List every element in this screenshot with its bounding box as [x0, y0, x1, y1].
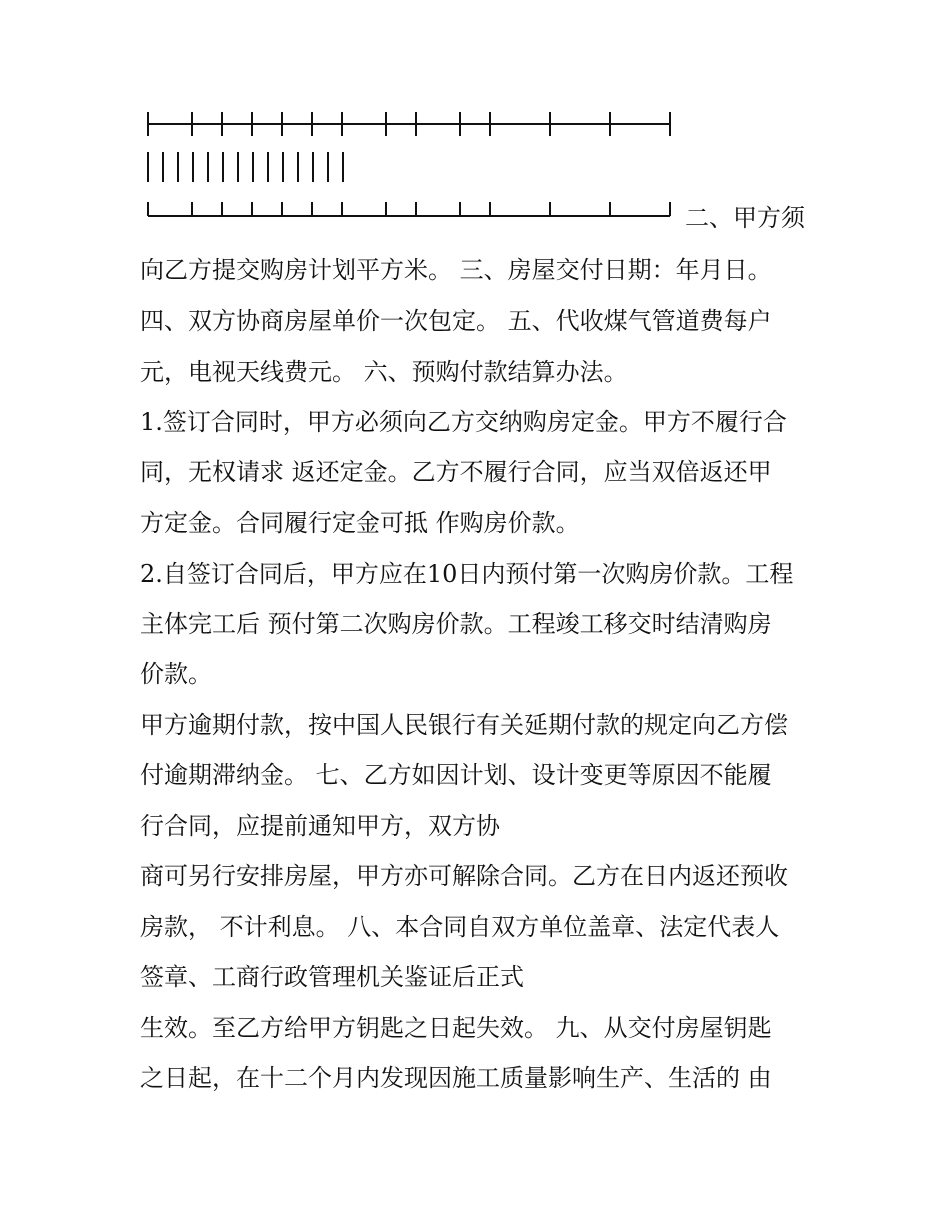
text-line-4: 元，电视天线费元。 六、预购付款结算办法。 [140, 358, 628, 386]
text-line-17: 生效。至乙方给甲方钥匙之日起失效。 九、从交付房屋钥匙 [140, 1014, 772, 1042]
ascii-table-art [140, 108, 680, 224]
text-line-15: 房款， 不计利息。 八、本合同自双方单位盖章、法定代表人 [140, 913, 780, 941]
text-line-12: 付逾期滞纳金。 七、乙方如因计划、设计变更等原因不能履 [140, 761, 772, 789]
text-line-5: 1.签订合同时，甲方必须向乙方交纳购房定金。甲方不履行合 [140, 408, 787, 436]
text-line-14: 商可另行安排房屋，甲方亦可解除合同。乙方在日内返还预收 [140, 862, 788, 890]
text-line-9: 主体完工后 预付第二次购房价款。工程竣工移交时结清购房 [140, 610, 772, 638]
text-line-10: 价款。 [140, 660, 212, 688]
text-line-13: 行合同，应提前通知甲方，双方协 [140, 812, 500, 840]
text-line-6: 同，无权请求 返还定金。乙方不履行合同，应当双倍返还甲 [140, 458, 772, 486]
text-line-2: 向乙方提交购房计划平方米。 三、房屋交付日期：年月日。 [140, 256, 772, 284]
text-line-7: 方定金。合同履行定金可抵 作购房价款。 [140, 509, 580, 537]
text-line-18: 之日起，在十二个月内发现因施工质量影响生产、生活的 由 [140, 1064, 772, 1092]
text-line-8: 2.自签订合同后，甲方应在10日内预付第一次购房价款。工程 [140, 560, 794, 588]
text-line-11: 甲方逾期付款，按中国人民银行有关延期付款的规定向乙方偿 [140, 711, 788, 739]
text-line-1: 二、甲方须 [685, 204, 805, 232]
text-line-16: 签章、工商行政管理机关鉴证后正式 [140, 963, 524, 991]
text-line-3: 四、双方协商房屋单价一次包定。 五、代收煤气管道费每户 [140, 307, 772, 335]
